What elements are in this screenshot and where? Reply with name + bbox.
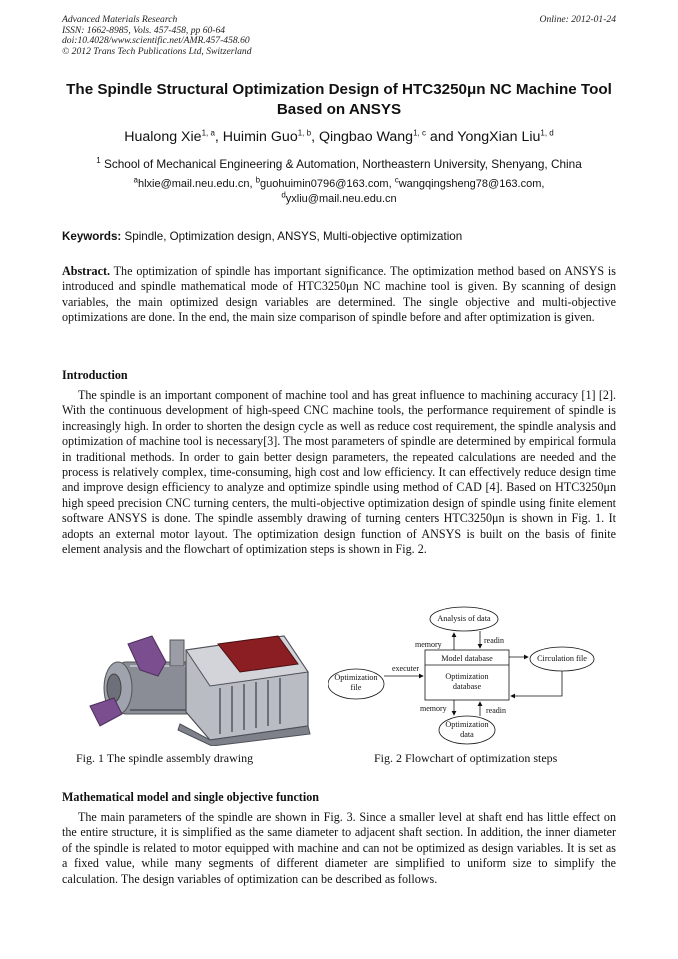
email-link[interactable]: hlxie@mail.neu.edu.cn [137, 178, 250, 190]
flow-label-executer: executer [392, 664, 420, 673]
author-name: Huimin Guo [222, 129, 298, 145]
flow-node-optimization-database: Optimization database [445, 672, 489, 691]
author-sup: 1, d [540, 128, 554, 138]
abstract-text: The optimization of spindle has important significance. The optimization method based on ANSYS is introduced and spindle mathematical mode of HTC3250μn NC machine tool is given. By scanning of design variables, the main optimized design variables are determined. The single objective and multi-objective optimizations are done. In the end, the main size comparison of spindle before and after optimization is given. [62, 264, 616, 325]
email-link[interactable]: yxliu@mail.neu.edu.cn [285, 193, 397, 205]
author-sup: 1, b [297, 128, 312, 138]
affiliation-sup: 1 [96, 156, 101, 166]
author-sup: 1, c [413, 128, 426, 138]
author-name: Hualong Xie [124, 129, 202, 145]
online-date: Online: 2012-01-24 [539, 14, 616, 25]
author-name: YongXian Liu [457, 129, 541, 145]
issn: ISSN: 1662-8985, Vols. 457-458, pp 60-64 [62, 24, 226, 36]
copyright: © 2012 Trans Tech Publications Ltd, Switzerland [62, 45, 252, 57]
flow-node-model-database: Model database [441, 654, 493, 663]
flow-label-readin-bottom: readin [486, 706, 506, 715]
keywords-text: Spindle, Optimization design, ANSYS, Multi-objective optimization [124, 230, 463, 243]
journal-header [62, 15, 252, 57]
email-sup: d [281, 190, 286, 200]
figure-1-caption: Fig. 1 The spindle assembly drawing [76, 751, 254, 765]
email-sup: a [133, 175, 138, 185]
affiliation [62, 157, 616, 171]
flow-node-optimization-file: Optimization file [334, 673, 378, 692]
flow-node-analysis: Analysis of data [437, 614, 491, 623]
section-2-text: The main parameters of the spindle are shown in Fig. 3. Since a smaller level at shaft end has little effect on the entire structure, it is simplified as the same diameter to adjacent shaft section. In addition, the inner diameter of the spindle is related to motor equipped with machine and can not be optimized as design variables. It is set as a fixed value, while many segments of different diameter are simplified to uniform size to simplify the calculation. The design variables of optimization can be described as follows. [62, 810, 616, 886]
flow-node-optimization-data: Optimization data [445, 720, 489, 739]
flow-node-circulation-file: Circulation file [537, 654, 587, 663]
email-link[interactable]: guohuimin0796@163.com [260, 178, 389, 190]
abstract-label: Abstract. [62, 264, 111, 278]
affiliation-text: School of Mechanical Engineering & Automation, Northeastern University, Shenyang, China [103, 157, 582, 171]
author-name: Qingbao Wang [318, 129, 414, 145]
flow-label-memory-bottom: memory [420, 704, 447, 713]
author-sup: 1, a [201, 128, 215, 138]
keywords-label: Keywords: [62, 230, 122, 243]
section-heading-mathematical-model: Mathematical model and single objective function [62, 790, 319, 804]
spindle-assembly-figure [70, 614, 316, 746]
introduction-text: The spindle is an important component of machine tool and has great influence to machining accuracy [1] [2]. With the continuous development of high-speed CNC machine tools, the performance requirement of spindle is increasingly high. In order to shorten the design cycle as well as reduce cost requirement, the spindle analysis and optimization of machine tool is necessary[3]. The most parameters of spindle are determined by empirical formula in traditional methods. In order to gain better design parameters, the repeated calculations are needed and the process is relatively complex, time-consuming, high cost and low efficiency. It can effectively reduce design time and improve design efficiency to analyze and optimize spindle using method of CAD [4]. Based on HTC3250μn high speed precision CNC turning centers, the multi-objective optimization design of spindle using finite element software ANSYS is done. The spindle assembly drawing of turning centers HTC3250μn is shown in Fig. 1. It adopts an external motor layout. The optimization design function of ANSYS is built on the basis of finite element analysis and the flowchart of optimization steps is shown in Fig. 2. [62, 388, 616, 557]
abstract [62, 264, 616, 326]
paper-title: The Spindle Structural Optimization Design of HTC3250μn NC Machine Tool Based on ANSYS [66, 81, 612, 118]
author-list: Hualong Xie$^{1, a}$, Huimin Guo$^{1, b}$, Qingbao Wang$^{1, c}$ and YongXian Liu$^{1, d}$ [124, 128, 554, 145]
doi: doi:10.4028/www.scientific.net/AMR.457-458.60 [62, 35, 250, 47]
section-heading-introduction: Introduction [62, 368, 128, 382]
email-sup: c [394, 175, 399, 185]
email-sup: b [255, 175, 261, 185]
email-link[interactable]: wangqingsheng78@163.com [398, 178, 542, 190]
figure-2-caption: Fig. 2 Flowchart of optimization steps [374, 751, 558, 765]
journal-name: Advanced Materials Research [62, 14, 178, 25]
keywords [62, 230, 616, 243]
flow-label-memory-top: memory [415, 640, 442, 649]
flow-label-readin-top: readin [484, 636, 504, 645]
email-list: $^a$hlxie@mail.neu.edu.cn, $^b$guohuimin0796@163.com, $^c$wangqingsheng78@163.com, $^d$yxliu@mail.neu.edu.cn [133, 175, 545, 205]
